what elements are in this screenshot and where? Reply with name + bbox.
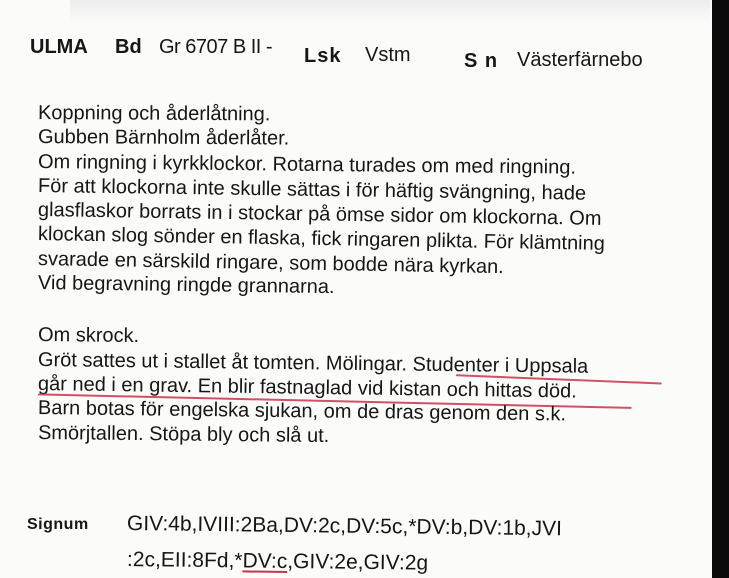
text-line: glasflaskor borrats in i stockar på ömse sidor om klockorna. Om: [37, 199, 602, 231]
bd-value: Gr 6707 B II -: [159, 36, 273, 58]
text-line: Koppning och åderlåtning.: [37, 102, 271, 126]
sn-value: Västerfärnebo: [517, 49, 643, 71]
text-line: Om ringning i kyrkklockor. Rotarna turades om med ringning.: [37, 150, 577, 179]
lsk-label: Lsk: [304, 45, 342, 67]
text-line: Vid begravning ringde grannarna.: [37, 272, 335, 299]
text-line-content: går ned i en grav. En blir fastnaglad vid kistan och hittas död.: [37, 372, 577, 403]
text-line: Gubben Bärnholm åderlåter.: [37, 126, 290, 150]
signum-line-2-end: ,GIV:2e,GIV:2g: [287, 549, 429, 575]
signum-line-2-start: :2c,EII:8Fd,*: [126, 548, 243, 573]
record-text: [38, 101, 698, 445]
text-line-content: Gröt sattes ut i stallet åt tomten. Mölingar. Studenter i Uppsala: [37, 348, 589, 378]
text-line: Om skrock.: [37, 324, 140, 348]
signum-line-1: GIV:4b,IVIII:2Ba,DV:2c,DV:5c,*DV:b,DV:1b,JVI: [126, 512, 563, 541]
text-line: svarade en särskild ringare, som bodde nära kyrkan.: [37, 247, 504, 278]
text-line: För att klockorna inte skulle sättas i för häftig svängning, hade: [37, 174, 587, 205]
signum-label: Signum: [27, 516, 89, 533]
sn-label: S n: [464, 50, 499, 72]
text-line: Smörjtallen. Stöpa bly och slå ut.: [37, 421, 330, 447]
scan-border: [712, 0, 729, 578]
signum-underlined-code: DV:c: [242, 549, 288, 573]
signum-line-2: [127, 548, 428, 576]
text-line: Barn botas för engelska sjukan, om de dras genom den s.k.: [37, 397, 567, 426]
text-line: klockan slog sönder en flaska, fick ringaren plikta. För klämtning: [37, 223, 606, 256]
lsk-value: Vstm: [365, 44, 411, 66]
scan-artifact: [70, 0, 710, 24]
archive-code: ULMA: [30, 36, 88, 58]
bd-label: Bd: [115, 36, 142, 58]
